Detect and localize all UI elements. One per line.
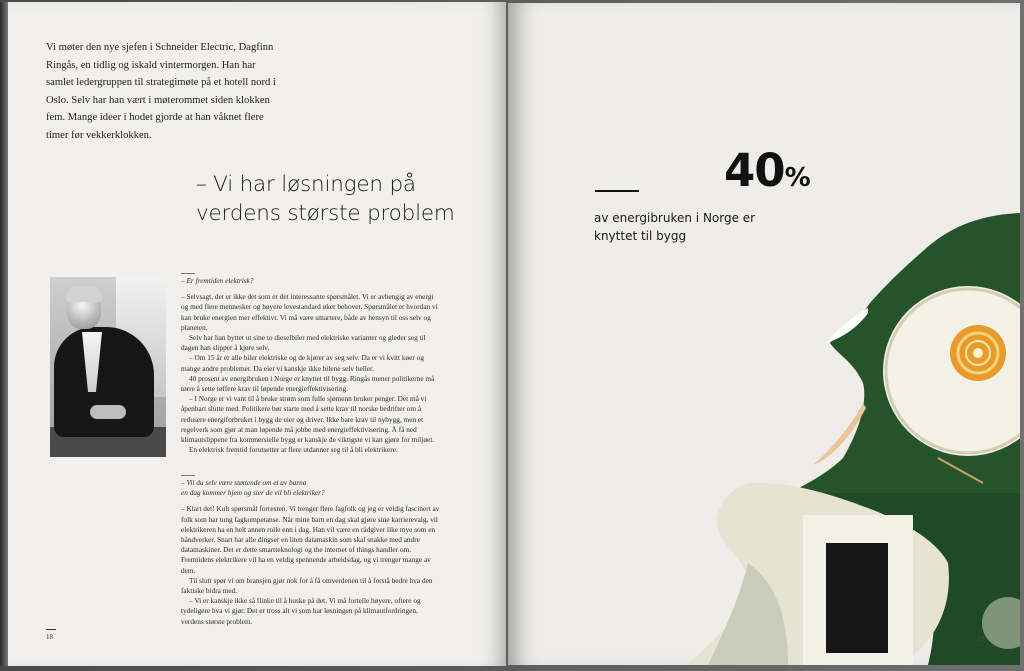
stat-unit: %: [784, 163, 811, 193]
stat-caption: [594, 209, 794, 245]
answer-paragraph: Selv har han byttet ut sine to dieselbiler med elektriske varianter og gleder seg til dagen han slipper å kjøre selv.: [181, 333, 426, 353]
page-number-left: 18: [46, 633, 53, 641]
page-number-right: 19: [977, 635, 984, 643]
headline-line: – Vi har løsningen på: [196, 172, 416, 197]
stat-value: 40: [724, 144, 785, 197]
question-1: – Er fremtiden elektrisk?: [181, 276, 254, 285]
question-2-line: – Vil du selv være støttende om et av barna: [181, 478, 307, 487]
question-rule: [181, 273, 195, 274]
frame-inner: [826, 543, 888, 653]
question-2-line: en dag kommer hjem og sier de vil bli elektriker?: [181, 488, 325, 498]
stat-number: [724, 144, 811, 197]
answer-paragraph: – Klart det! Kult spørsmål forresten. Vi trenger flere fagfolk og jeg er veldig fascinert av folk som har tung fagkompetanse. Når mine barn en dag skal gjøre sine karrierevalg, vil elektrikeren ha en helt annen rolle enn i dag. Han vil være en rådgiver like mye som en håndverker. Snart har alle dingser en liten datamaskin som skal snakke med andre datamaskiner. Det er dette smartteknologi og the internet of things handler om. Fremtidens elektrikere vil ha en veldig spennende arbeidsdag, og vi trenger mange av dem.: [181, 504, 440, 575]
article-headline: [196, 170, 486, 228]
answer-paragraph: – Vi er kanskje ikke så flinke til å huske på det. Vi må fortelle høyere, oftere og tydeligere hva vi gjør. Det er tross alt vi som har løsningen på klimautfordringen, verdens største problem.: [181, 596, 421, 626]
intro-paragraph: Vi møter den nye sjefen i Schneider Electric, Dagfinn Ringås, en tidlig og iskald vintermorgen. Han har samlet ledergruppen til strategimøte på et hotell nord i Oslo. Selv har han vært i møterommet siden klokken fem. Mange ideer i hodet gjorde at han våknet flere timer før vekkerklokken.: [46, 42, 276, 141]
page-edge: [0, 2, 8, 666]
right-page: [508, 3, 1020, 665]
question-rule: [181, 475, 195, 476]
headline-line: verdens største problem: [196, 201, 455, 226]
answer-paragraph: – I Norge er vi vant til å bruke strøm som fulle sjømenn bruker penger. Det må vi åpenbart slutte med. Politikere bør starte med å sette krav til norske bedrifter om å redusere energiforbruket i bygg de eier og driver. Ikke bare krav til nybygg, men et regelverk som gjør at man løpende må jobbe med energieffektivisering. Å få ned klimautslippene fra kommersielle bygg er kanskje de viktigste vi kan gjøre for miljøet.: [181, 394, 435, 445]
photo-suit: [54, 327, 154, 437]
answer-paragraph: – Selvsagt, det er ikke det som er det interessante spørsmålet. Vi er avhengig av energi og med flere mennesker og høyere levestandard øker behovet. Spørsmålet er hvordan vi kan bruke energien mer effektivt. Vi må være smartere, både av hensyn til oss selv og planeten.: [181, 292, 438, 332]
answer-paragraph: Til slutt spør vi om bransjen gjør nok for å få omverdenen til å forstå bedre hva den faktiske bidra med.: [181, 575, 433, 596]
interview-section-1: [181, 273, 441, 455]
left-page: [6, 2, 506, 666]
interview-section-2: [181, 475, 441, 627]
stat-caption-line: knyttet til bygg: [594, 229, 687, 243]
photo-hair: [66, 286, 102, 302]
stat-rule: [595, 190, 639, 192]
photo-hands: [90, 405, 126, 419]
stat-caption-line: av energibruken i Norge er: [594, 211, 756, 225]
answer-paragraph: En elektrisk fremtid forutsetter at flere utdanner seg til å bli elektrikere.: [189, 445, 398, 455]
building-illustration: [508, 3, 1020, 665]
portrait-photo: [50, 277, 166, 457]
answer-paragraph: – Om 15 år er alle biler elektriske og de kjører av seg selv. Da er vi kvitt køer og mange andre problemer. Da eier vi kanskje ikke bilene selv heller.: [181, 353, 424, 373]
answer-paragraph: 40 prosent av energibruken i Norge er knyttet til bygg. Ringås mener politikerne må tørre å sette tøffere krav til løpende energieffektivisering.: [181, 373, 435, 394]
lamp-bulb-core: [973, 348, 983, 358]
